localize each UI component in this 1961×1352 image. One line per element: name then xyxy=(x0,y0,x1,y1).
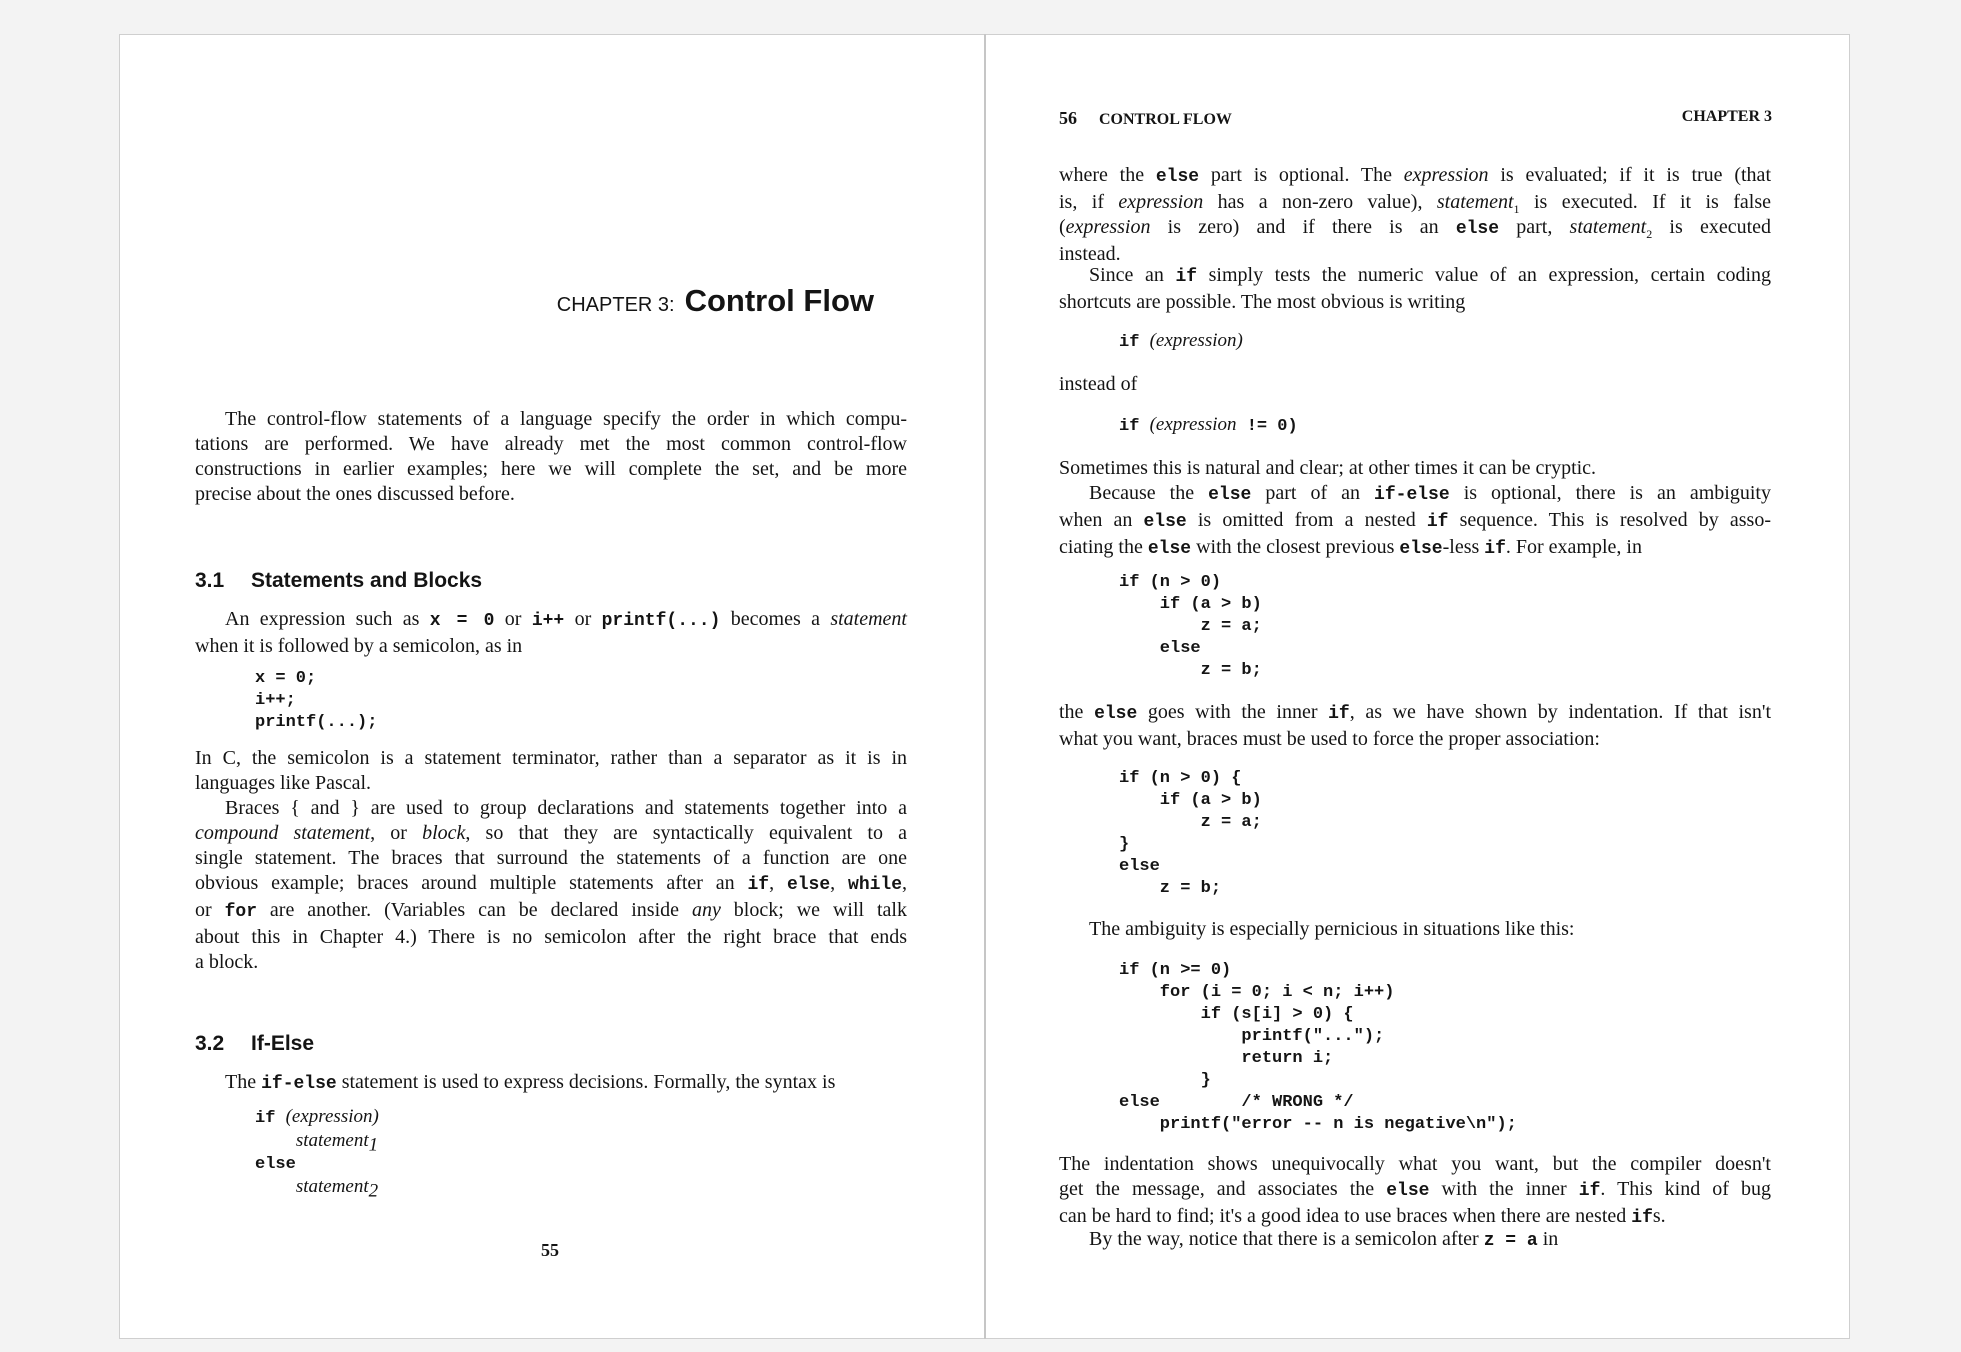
instead-of-text: instead of xyxy=(1059,373,1138,395)
semicolon-paragraph: By the way, notice that there is a semicolon after z = a in xyxy=(1089,1228,1559,1251)
left-page xyxy=(119,34,985,1339)
if-else-paragraph: The if-else statement is used to express decisions. Formally, the syntax is xyxy=(225,1071,836,1094)
book-spine xyxy=(984,34,986,1339)
code-if-expression: if (expression) xyxy=(1119,330,1243,352)
shortcuts-paragraph: Since an if simply tests the numeric value of an expression, certain coding shortcuts are possible. The most obvious is writing xyxy=(1059,264,1772,313)
pernicious-paragraph: The ambiguity is especially pernicious in situations like this: xyxy=(1089,918,1575,940)
code-if-not-zero: if (expression != 0) xyxy=(1119,414,1298,436)
chapter-title: Control Flow xyxy=(684,283,874,318)
chapter-heading xyxy=(557,283,874,319)
evaluation-paragraph: where the else part is optional. The expression is evaluated; if it is true (that is, if expression has a non-zero value), statement$_1$ is executed. If it is false (expression is zero) and if there is an else part, statement$_2$ is executed instead. xyxy=(1059,164,1772,265)
statements-paragraph-1: An expression such as x = 0 or i++ or printf(...) becomes a statement when it is followed by a semicolon, as in xyxy=(195,608,907,657)
code-wrong-example: if (n >= 0) for (i = 0; i < n; i++) if (s[i] > 0) { printf("..."); return i; } else /* WRONG */ printf("error -- n is negative\n"); xyxy=(1119,961,1517,1134)
if-else-syntax: if (expression) statement$_1$ else statement$_2$ xyxy=(255,1106,379,1202)
running-head-title: CONTROL FLOW xyxy=(1099,111,1232,128)
section-heading-3-1: 3.1 Statements and Blocks xyxy=(195,569,483,592)
section-heading-3-2: 3.2 If-Else xyxy=(195,1032,315,1055)
inner-if-paragraph: the else goes with the inner if, as we have shown by indentation. If that isn't what you want, braces must be used to force the proper association: xyxy=(1059,701,1772,750)
cryptic-paragraph: Sometimes this is natural and clear; at other times it can be cryptic. xyxy=(1059,457,1597,479)
statements-paragraph-2: In C, the semicolon is a statement terminator, rather than a separator as it is in languages like Pascal. xyxy=(195,747,907,794)
running-head xyxy=(1059,108,1232,129)
indentation-paragraph: The indentation shows unequivocally what you want, but the compiler doesn't get the message, and associates the else with the inner if. This kind of bug can be hard to find; it's a good idea to use braces when there are nested ifs. xyxy=(1059,1153,1772,1228)
intro-paragraph: The control-flow statements of a language specify the order in which compu- tations are performed. We have already met the most common control-flow constructions in earlier examples; here we will complete the set, and be more precise about the ones discussed before. xyxy=(195,408,907,505)
chapter-label: CHAPTER 3: xyxy=(556,294,675,316)
code-braces-example: if (n > 0) { if (a > b) z = a; } else z = b; xyxy=(1119,769,1262,898)
braces-paragraph: Braces { and } are used to group declarations and statements together into a compound statement, or block, so that they are syntactically equivalent to a single statement. The braces that surround the statements of a function are one obvious example; braces around multiple statements after an if, else, while, or for are another. (Variables can be declared inside any block; we will talk about this in Chapter 4.) There is no semicolon after the right brace that ends a block. xyxy=(195,797,908,973)
page-number-55: 55 xyxy=(541,1240,559,1260)
code-example-statements: x = 0; i++; printf(...); xyxy=(255,669,378,732)
ambiguity-paragraph: Because the else part of an if-else is optional, there is an ambiguity when an else is omitted from a nested if sequence. This is resolved by asso- ciating the else with the closest previous else-less if. For example, in xyxy=(1059,482,1772,559)
code-nested-if: if (n > 0) if (a > b) z = a; else z = b; xyxy=(1119,573,1262,680)
page-number-56: 56 xyxy=(1059,108,1077,128)
running-head-chapter: CHAPTER 3 xyxy=(1681,108,1772,125)
